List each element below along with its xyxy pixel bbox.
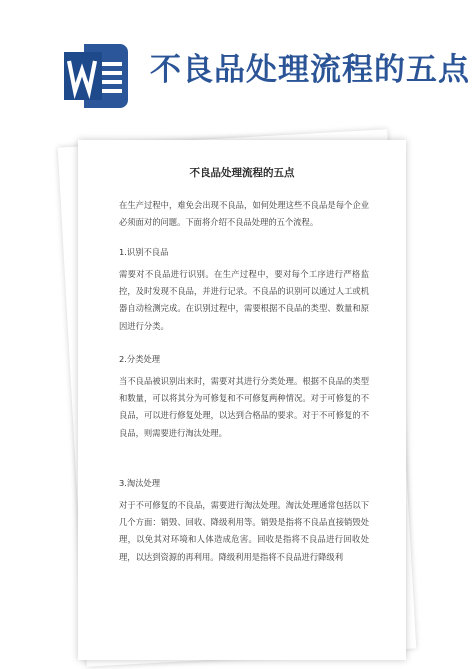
section-heading-3: 3.淘汰处理 — [119, 478, 161, 488]
section-heading-2: 2.分类处理 — [119, 354, 161, 364]
page-header — [0, 0, 474, 120]
section-paragraph-1: 需要对不良品进行识别。在生产过程中，要对每个工序进行严格监控，及时发现不良品，并进行记录。不良品的识别可以通过人工或机器自动检测完成。在识别过程中，需要根据不良品的类型、数量和原因进行分类。 — [119, 269, 369, 331]
section-paragraph-3: 对于不可修复的不良品，需要进行淘汰处理。淘汰处理通常包括以下几个方面：销毁、回收、降级利用等。销毁是指将不良品直接销毁处理，以免其对环境和人体造成危害。回收是指将不良品进行回收处理，以达到资源的再利用。降级利用是指将不良品进行降级利 — [119, 500, 369, 562]
header-title: 不良品处理流程的五点 — [150, 52, 470, 88]
word-document-icon — [62, 40, 132, 112]
section-heading-1: 1.识别不良品 — [119, 247, 169, 257]
document-page — [78, 140, 406, 660]
document-title: 不良品处理流程的五点 — [189, 167, 295, 179]
section-paragraph-2: 当不良品被识别出来时，需要对其进行分类处理。根据不良品的类型和数量，可以将其分为可修复和不可修复两种情况。对于可修复的不良品，可以进行修复处理，以达到合格品的要求。对于不可修复的不良品，则需要进行淘汰处理。 — [119, 376, 369, 438]
intro-paragraph: 在生产过程中，难免会出现不良品，如何处理这些不良品是每个企业必须面对的问题。下面将介绍不良品处理的五个流程。 — [119, 200, 369, 228]
